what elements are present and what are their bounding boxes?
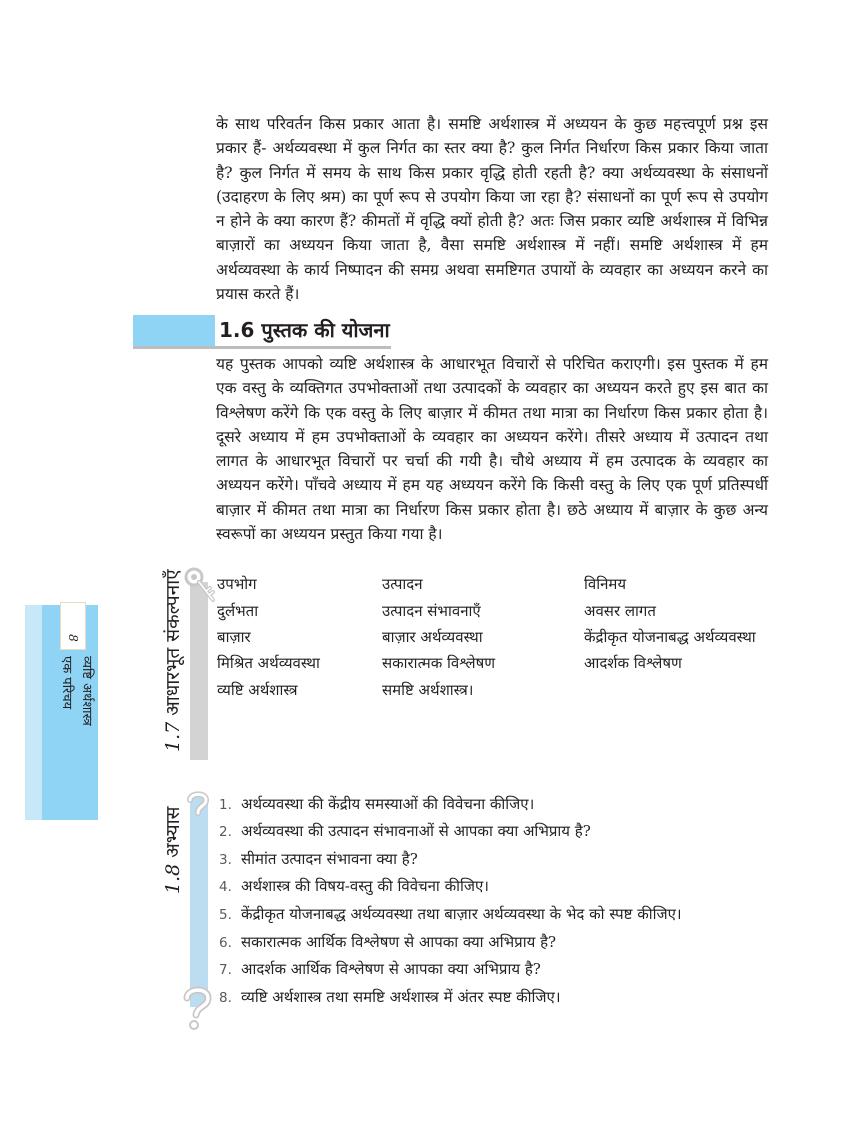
exercise-item (219, 874, 489, 899)
section-1-8-number: 1.8 (162, 863, 184, 894)
concept-item: उत्पादन संभावनाएँ (382, 602, 481, 620)
exercise-number: 8. (219, 990, 232, 1006)
exercise-number: 4. (219, 879, 232, 895)
exercises-bar (190, 797, 208, 1007)
concept-item: सकारात्मक विश्लेषण (382, 654, 496, 672)
exercise-item (219, 847, 418, 872)
concept-item: मिश्रित अर्थव्यवस्था (217, 654, 320, 672)
exercise-text: अर्थव्यवस्था की केंद्रीय समस्याओं की विवेचना कीजिए। (241, 795, 535, 813)
exercise-number: 6. (219, 935, 232, 951)
concept-item: विनिमय (584, 575, 627, 593)
section-heading-underline (133, 346, 391, 349)
section-1-6-paragraph: यह पुस्तक आपको व्यष्टि अर्थशास्त्र के आधारभूत विचारों से परिचित कराएगी। इस पुस्तक में हम एक वस्तु के व्यक्तिगत उपभोक्ताओं तथा उत्पादकों के व्यवहार का अध्ययन करते हुए इस बात का विश्लेषण करेंगे कि एक वस्तु के लिए बाज़ार में कीमत तथा मात्रा का निर्धारण किस प्रकार होता है। दूसरे अध्याय में हम उपभोक्ताओं के व्यवहार का अध्ययन करेंगे। तीसरे अध्याय में उत्पादन तथा लागत के आधारभूत विचारों पर चर्चा की गयी है। चौथे अध्याय में हम उत्पादक के व्यवहार का अध्ययन करेंगे। पाँचवे अध्याय में हम यह अध्ययन करेंगे कि किसी वस्तु के लिए एक पूर्ण प्रतिस्पर्धी बाज़ार में कीमत तथा मात्रा का निर्धारण किस प्रकार होता है। छठे अध्याय में बाज़ार के कुछ अन्य स्वरूपों का अध्ययन प्रस्तुत किया गया है। (216, 355, 768, 544)
key-concepts-bar (190, 582, 208, 760)
side-tab-line-2: एक परिचय (59, 656, 74, 710)
question-mark-icon (185, 790, 211, 824)
concept-item: केंद्रीकृत योजनाबद्ध अर्थव्यवस्था (584, 628, 756, 646)
side-tab-edge (25, 605, 42, 820)
section-1-8-title: अभ्यास (162, 806, 184, 858)
concept-item: उत्पादन (382, 575, 423, 593)
question-mark-icon (180, 985, 214, 1031)
concept-item: बाज़ार (217, 628, 251, 646)
section-1-7-number: 1.7 (162, 721, 184, 752)
intro-paragraph: के साथ परिवर्तन किस प्रकार आता है। समष्टि अर्थशास्त्र में अध्ययन के कुछ महत्त्वपूर्ण प्रश्न इस प्रकार हैं- अर्थव्यवस्था में कुल निर्गत का स्तर क्या है? कुल निर्गत निर्धारण किस प्रकार किया जाता है? कुल निर्गत में समय के साथ किस प्रकार वृद्धि होती रहती है? क्या अर्थव्यवस्था के संसाधनों (उदाहरण के लिए श्रम) का पूर्ण रूप से उपयोग किया जा रहा है? संसाधनों का पूर्ण रूप से उपयोग न होने के क्या कारण हैं? कीमतों में वृद्धि क्यों होती है? अतः जिस प्रकार व्यष्टि अर्थशास्त्र में विभिन्न बाज़ारों का अध्ययन किया जाता है, वैसा समष्टि अर्थशास्त्र में नहीं। समष्टि अर्थशास्त्र में हम अर्थव्यवस्था के कार्य निष्पादन की समग्र अथवा समष्टिगत उपायों के व्यवहार का अध्ययन करने का प्रयास करते हैं। (216, 115, 768, 304)
exercise-text: आदर्शक आर्थिक विश्लेषण से आपका क्या अभिप्राय है? (241, 960, 541, 978)
exercise-text: अर्थव्यवस्था की उत्पादन संभावनाओं से आपका क्या अभिप्राय है? (241, 822, 591, 840)
exercise-number: 2. (219, 824, 232, 840)
concept-item: दुर्लभता (217, 602, 259, 620)
concept-item: व्यष्टि अर्थशास्त्र (217, 681, 298, 699)
exercise-item (219, 819, 591, 844)
exercise-text: केंद्रीकृत योजनाबद्ध अर्थव्यवस्था तथा बाज़ार अर्थव्यवस्था के भेद को स्पष्ट कीजिए। (241, 905, 682, 923)
page-number: 8 (66, 634, 80, 642)
section-1-8-label (160, 807, 186, 894)
exercise-number: 3. (219, 852, 232, 868)
exercise-text: सीमांत उत्पादन संभावना क्या है? (241, 850, 418, 868)
section-heading-accent-bar (133, 315, 215, 346)
concept-item: अवसर लागत (584, 602, 656, 620)
exercise-text: अर्थशास्त्र की विषय-वस्तु की विवेचना कीजिए। (241, 877, 489, 895)
concept-item: समष्टि अर्थशास्त्र। (382, 681, 474, 699)
exercise-text: सकारात्मक आर्थिक विश्लेषण से आपका क्या अभिप्राय है? (241, 933, 557, 951)
exercise-item (219, 985, 561, 1010)
exercise-number: 5. (219, 907, 232, 923)
side-tab-book-title (44, 656, 96, 796)
section-1-6-title: 1.6 पुस्तक की योजना (219, 318, 390, 342)
exercise-item (219, 792, 534, 817)
concept-item: आदर्शक विश्लेषण (584, 654, 682, 672)
exercise-item (219, 930, 556, 955)
exercise-item (219, 902, 682, 927)
exercise-text: व्यष्टि अर्थशास्त्र तथा समष्टि अर्थशास्त्र में अंतर स्पष्ट कीजिए। (241, 988, 561, 1006)
exercise-number: 7. (219, 962, 232, 978)
page-number-box (60, 602, 86, 650)
concept-item: बाज़ार अर्थव्यवस्था (382, 628, 483, 646)
exercise-number: 1. (219, 797, 232, 813)
exercise-item (219, 957, 541, 982)
concept-item: उपभोग (217, 575, 257, 593)
section-1-7-title: आधारभूत संकल्पनाएँ (162, 569, 184, 716)
side-tab-line-1: व्यष्टि अर्थशास्त्र (79, 656, 94, 726)
key-icon (183, 566, 219, 606)
